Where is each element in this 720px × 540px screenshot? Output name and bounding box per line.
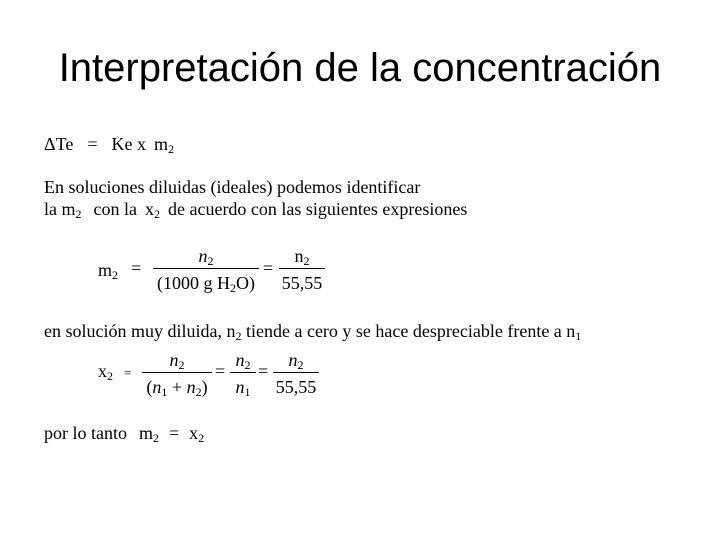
paragraph-1-line-1: En soluciones diluidas (ideales) podemos identificar	[44, 177, 421, 197]
fraction-bar	[142, 372, 212, 373]
mole-fraction-symbol: x	[189, 423, 199, 443]
fraction-n2-over-n1	[230, 350, 256, 400]
subscript: 2	[178, 358, 185, 372]
equals-sign: =	[263, 258, 274, 278]
symbol: n	[288, 350, 298, 370]
molality-symbol: m	[98, 260, 113, 280]
equals-sign: =	[124, 365, 132, 380]
numerator	[153, 246, 259, 266]
symbol: n	[198, 246, 208, 266]
symbol: n	[294, 246, 304, 266]
text-fragment: de acuerdo con las siguientes expresiones	[167, 199, 468, 219]
text-fragment: con la	[93, 199, 137, 219]
symbol: n	[152, 377, 162, 397]
equals-sign: =	[215, 361, 226, 381]
subscript: 2	[112, 268, 119, 282]
symbol: n	[235, 377, 245, 397]
fraction-n2-over-1000g	[153, 246, 259, 296]
text-fragment: la m	[44, 199, 76, 219]
subscript: 2	[244, 358, 251, 372]
molality-symbol: m	[153, 134, 168, 154]
subscript: 1	[244, 385, 251, 399]
slide-title: Interpretación de la concentración	[58, 46, 662, 90]
subscript: 2	[207, 254, 214, 268]
numerator	[279, 246, 325, 266]
subscript: 2	[153, 207, 160, 221]
subscript: 2	[235, 329, 242, 343]
subscript: 2	[107, 369, 113, 383]
eq3-lhs	[98, 361, 113, 381]
denominator	[142, 377, 212, 397]
equals-sign: =	[131, 258, 142, 278]
subscript: 2	[153, 431, 160, 445]
text-fragment: por lo tanto	[44, 423, 127, 443]
symbol: n	[169, 350, 179, 370]
text-fragment: en solución muy diluida, n	[44, 321, 236, 341]
eq2-lhs	[98, 260, 118, 280]
fraction-n2-over-n1-plus-n2	[142, 350, 212, 400]
conclusion	[44, 423, 204, 443]
denominator: 55,55	[281, 273, 323, 293]
symbol: (1000 g H	[157, 273, 230, 293]
subscript: 2	[75, 207, 82, 221]
mole-fraction-symbol: x	[98, 361, 107, 381]
fraction-n2-over-5555	[279, 246, 325, 296]
equals-sign: =	[87, 134, 98, 154]
fraction-bar	[153, 268, 259, 269]
fraction-bar	[230, 372, 256, 373]
denominator	[153, 273, 259, 293]
text-fragment: tiende a cero y se hace despreciable frente a n	[241, 321, 576, 341]
symbol: O)	[236, 273, 255, 293]
ke-x: Ke x	[111, 134, 146, 154]
numerator	[142, 350, 212, 370]
symbol: (	[146, 377, 153, 397]
delta-te: ΔTe	[44, 134, 74, 154]
fraction-bar	[279, 268, 325, 269]
equals-sign: =	[169, 423, 180, 443]
paragraph-2	[44, 321, 581, 341]
subscript: 2	[195, 385, 202, 399]
boiling-point-equation	[44, 134, 174, 154]
symbol: )	[201, 377, 208, 397]
subscript: 2	[297, 358, 304, 372]
subscript: 1	[575, 329, 582, 343]
molality-symbol: m	[139, 423, 154, 443]
mole-fraction-symbol: x	[144, 199, 154, 219]
numerator	[230, 350, 256, 370]
symbol: n	[186, 377, 196, 397]
denominator: 55,55	[275, 377, 317, 397]
subscript: 2	[303, 254, 310, 268]
denominator	[230, 377, 256, 397]
plus-sign: +	[167, 377, 187, 397]
fraction-n2-over-5555	[273, 350, 319, 400]
molality-subscript: 2	[167, 142, 174, 156]
equals-sign: =	[258, 361, 269, 381]
subscript: 1	[161, 385, 168, 399]
paragraph-1-line-2	[44, 199, 467, 219]
subscript: 2	[198, 431, 205, 445]
fraction-bar	[273, 372, 319, 373]
symbol: n	[235, 350, 245, 370]
subscript: 2	[230, 281, 236, 295]
numerator	[273, 350, 319, 370]
